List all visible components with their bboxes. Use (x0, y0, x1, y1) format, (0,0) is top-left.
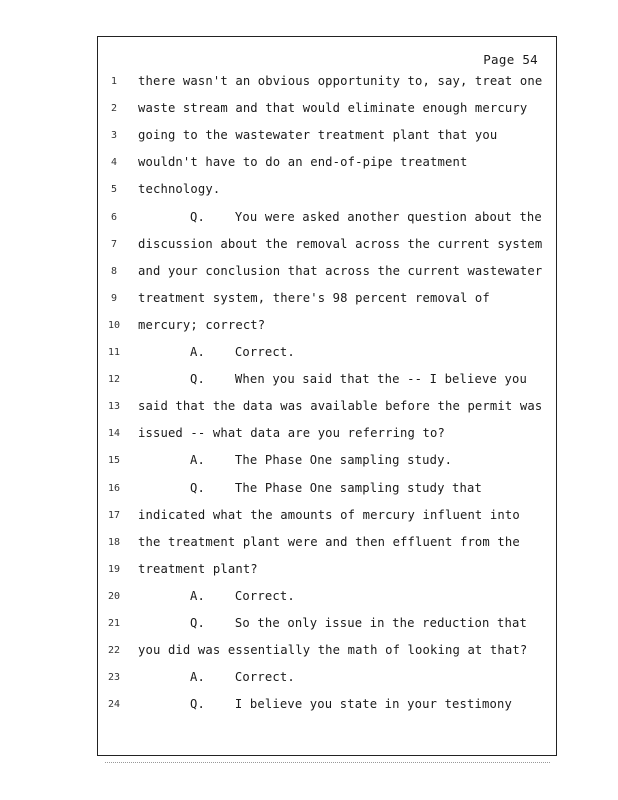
line-text: waste stream and that would eliminate enough mercury (138, 101, 528, 116)
line-number: 4 (110, 157, 118, 169)
line-number: 16 (107, 482, 121, 494)
line-text: A. Correct. (190, 588, 295, 603)
line-number: 20 (107, 590, 121, 602)
line-number: 7 (110, 238, 118, 250)
line-text: issued -- what data are you referring to? (138, 426, 445, 441)
line-number: 12 (107, 374, 121, 386)
line-number: 2 (110, 103, 118, 115)
transcript-line (0, 262, 618, 282)
transcript-line (0, 180, 618, 200)
line-text: said that the data was available before the permit was (138, 399, 543, 414)
transcript-line (0, 316, 618, 336)
line-number: 6 (110, 211, 118, 223)
line-text: technology. (138, 182, 221, 197)
line-number: 23 (107, 672, 121, 684)
line-text: A. Correct. (190, 670, 295, 685)
line-text: there wasn't an obvious opportunity to, say, treat one (138, 74, 543, 88)
transcript-line (0, 289, 618, 309)
line-text: A. Correct. (190, 345, 295, 359)
line-number: 21 (107, 618, 121, 629)
transcript-line (0, 479, 618, 499)
line-text: A. The Phase One sampling study. (190, 453, 453, 468)
transcript-line (0, 668, 618, 688)
line-number: 24 (107, 699, 121, 711)
line-number: 19 (107, 563, 121, 575)
line-text: discussion about the removal across the current system (138, 236, 543, 251)
transcript-line (0, 587, 618, 607)
line-number: 15 (107, 455, 121, 467)
transcript-line (0, 695, 618, 715)
line-text: Q. I believe you state in your testimony (190, 697, 512, 712)
line-text: treatment system, there's 98 percent removal of (138, 290, 490, 305)
transcript-line (0, 614, 618, 634)
line-text: wouldn't have to do an end-of-pipe treatment (138, 155, 468, 170)
transcript-line (0, 99, 618, 119)
transcript-line (0, 343, 618, 363)
transcript-line (0, 153, 618, 173)
line-number: 11 (107, 347, 121, 358)
transcript-line (0, 451, 618, 471)
transcript-line (0, 641, 618, 661)
line-number: 3 (110, 130, 118, 142)
page-number: Page 54 (483, 52, 538, 67)
footer-scan-noise (105, 762, 550, 765)
transcript-line (0, 424, 618, 444)
line-text: Q. When you said that the -- I believe you (190, 372, 527, 387)
line-number: 8 (110, 265, 118, 277)
transcript-line (0, 533, 618, 553)
line-text: and your conclusion that across the current wastewater (138, 263, 543, 278)
line-number: 14 (107, 428, 121, 440)
transcript-line (0, 370, 618, 390)
transcript-line (0, 126, 618, 146)
line-text: you did was essentially the math of looking at that? (138, 643, 528, 658)
transcript-line (0, 560, 618, 580)
line-text: indicated what the amounts of mercury influent into (138, 507, 520, 522)
line-text: Q. You were asked another question about the (190, 209, 542, 224)
line-number: 10 (107, 319, 121, 331)
line-text: treatment plant? (138, 561, 258, 576)
line-number: 13 (107, 401, 121, 413)
line-number: 22 (107, 645, 121, 657)
line-number: 1 (110, 76, 118, 87)
transcript-line (0, 72, 618, 92)
line-number: 9 (110, 292, 118, 304)
transcript-line (0, 506, 618, 526)
line-number: 5 (110, 184, 118, 196)
line-text: Q. The Phase One sampling study that (190, 480, 483, 495)
line-text: the treatment plant were and then effluent from the (138, 534, 520, 549)
transcript-line (0, 208, 618, 228)
line-number: 17 (107, 509, 121, 521)
line-text: Q. So the only issue in the reduction that (190, 616, 527, 630)
line-text: mercury; correct? (138, 317, 266, 332)
line-text: going to the wastewater treatment plant that you (138, 128, 498, 143)
transcript-line (0, 235, 618, 255)
line-number: 18 (107, 536, 121, 548)
transcript-line (0, 397, 618, 417)
